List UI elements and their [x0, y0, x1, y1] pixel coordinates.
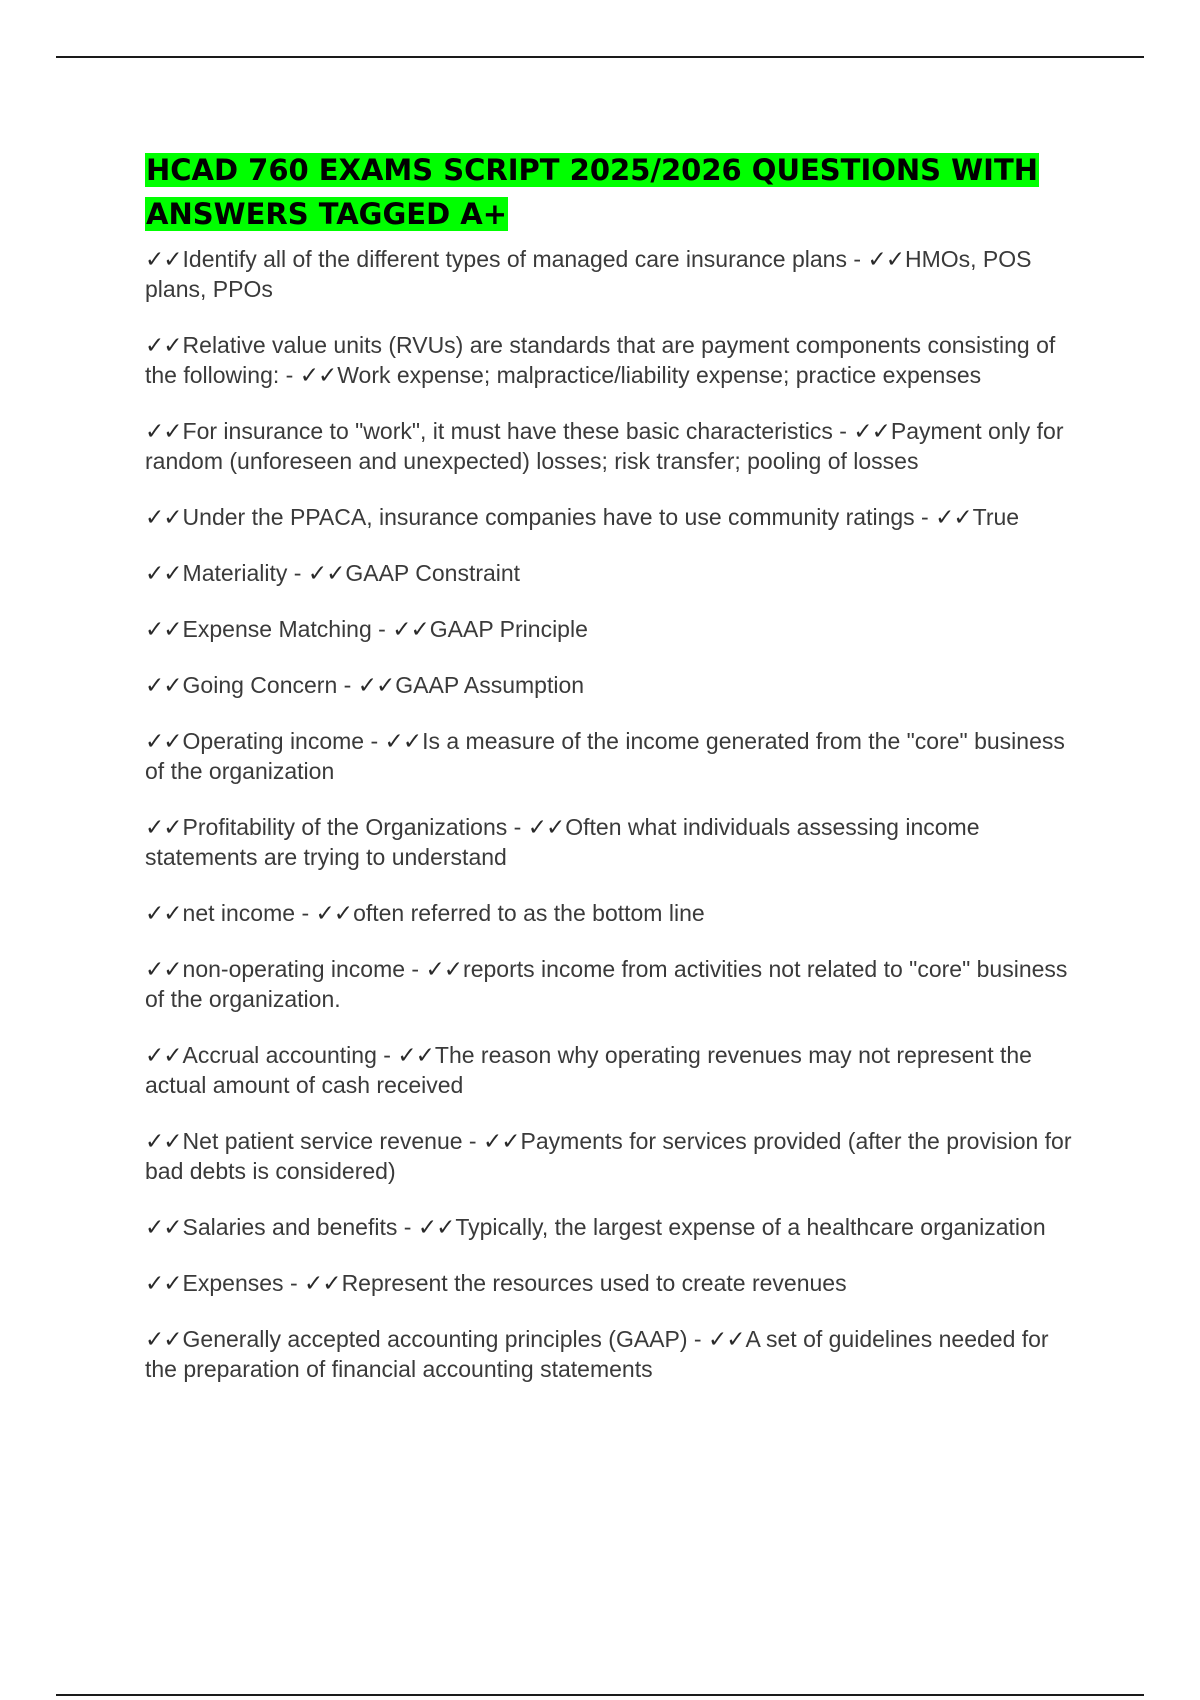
- check-icon: ✓✓: [307, 560, 345, 586]
- qa-separator: -: [287, 560, 308, 586]
- check-icon: ✓✓: [315, 900, 353, 926]
- title-highlight: HCAD 760 EXAMS SCRIPT 2025/2026 QUESTIONS WITH ANSWERS TAGGED A+: [146, 153, 1038, 231]
- qa-separator: -: [405, 956, 426, 982]
- question-text: Expense Matching: [182, 616, 372, 642]
- qa-item: [145, 558, 1085, 588]
- qa-list: [145, 244, 1085, 1384]
- check-icon: ✓✓: [145, 332, 182, 358]
- check-icon: ✓✓: [867, 246, 904, 272]
- question-text: Materiality: [182, 560, 288, 586]
- qa-item: [145, 330, 1085, 390]
- check-icon: ✓✓: [357, 672, 395, 698]
- question-text: Generally accepted accounting principles (GAAP): [182, 1326, 688, 1352]
- question-text: Salaries and benefits: [182, 1214, 398, 1240]
- answer-text: Often what individuals assessing income statements are trying to understand: [145, 814, 980, 870]
- bottom-divider: [56, 1694, 1144, 1696]
- top-divider: [56, 56, 1144, 58]
- check-icon: ✓✓: [145, 900, 182, 926]
- question-text: Accrual accounting: [182, 1042, 377, 1068]
- check-icon: ✓✓: [145, 1042, 182, 1068]
- qa-item: [145, 244, 1085, 304]
- qa-item: [145, 1324, 1085, 1384]
- answer-text: GAAP Assumption: [395, 672, 585, 698]
- qa-item: [145, 502, 1085, 532]
- check-icon: ✓✓: [707, 1326, 745, 1352]
- answer-text: Payment only for random (unforeseen and unexpected) losses; risk transfer; pooling of losses: [145, 418, 1064, 474]
- qa-separator: -: [376, 1042, 398, 1068]
- answer-text: Work expense; malpractice/liability expense; practice expenses: [337, 362, 982, 388]
- answer-text: A set of guidelines needed for the preparation of financial accounting statements: [145, 1326, 1049, 1382]
- question-text: net income: [182, 900, 296, 926]
- qa-separator: -: [832, 418, 854, 444]
- qa-separator: -: [914, 504, 936, 530]
- check-icon: ✓✓: [527, 814, 565, 840]
- qa-separator: -: [846, 246, 868, 272]
- qa-item: [145, 614, 1085, 644]
- qa-separator: -: [279, 362, 300, 388]
- answer-text: GAAP Constraint: [345, 560, 521, 586]
- answer-text: Is a measure of the income generated from the "core" business of the organization: [145, 728, 1065, 784]
- qa-item: [145, 670, 1085, 700]
- check-icon: ✓✓: [145, 1326, 182, 1352]
- qa-item: [145, 1268, 1085, 1298]
- check-icon: ✓✓: [145, 246, 182, 272]
- question-text: For insurance to "work", it must have these basic characteristics: [182, 418, 833, 444]
- check-icon: ✓✓: [145, 616, 182, 642]
- qa-separator: -: [397, 1214, 418, 1240]
- answer-text: reports income from activities not related to "core" business of the organization.: [145, 956, 1068, 1012]
- answer-text: GAAP Principle: [429, 616, 588, 642]
- check-icon: ✓✓: [384, 728, 422, 754]
- answer-text: Typically, the largest expense of a healthcare organization: [455, 1214, 1046, 1240]
- qa-item: [145, 1040, 1085, 1100]
- qa-item: [145, 898, 1085, 928]
- answer-text: often referred to as the bottom line: [353, 900, 705, 926]
- check-icon: ✓✓: [145, 504, 182, 530]
- question-text: Operating income: [182, 728, 365, 754]
- qa-separator: -: [283, 1270, 305, 1296]
- check-icon: ✓✓: [299, 362, 337, 388]
- question-text: Profitability of the Organizations: [182, 814, 508, 840]
- answer-text: HMOs, POS plans, PPOs: [145, 246, 1032, 302]
- check-icon: ✓✓: [425, 956, 463, 982]
- answer-text: Represent the resources used to create revenues: [341, 1270, 847, 1296]
- check-icon: ✓✓: [304, 1270, 341, 1296]
- qa-item: [145, 1212, 1085, 1242]
- question-text: Relative value units (RVUs) are standards that are payment components consisting of the following:: [145, 332, 1056, 388]
- qa-separator: -: [337, 672, 358, 698]
- qa-item: [145, 416, 1085, 476]
- question-text: Under the PPACA, insurance companies have to use community ratings: [182, 504, 915, 530]
- qa-separator: -: [295, 900, 316, 926]
- check-icon: ✓✓: [392, 616, 429, 642]
- check-icon: ✓✓: [145, 728, 182, 754]
- check-icon: ✓✓: [145, 814, 182, 840]
- qa-separator: -: [687, 1326, 708, 1352]
- check-icon: ✓✓: [145, 1214, 182, 1240]
- check-icon: ✓✓: [397, 1042, 434, 1068]
- check-icon: ✓✓: [417, 1214, 455, 1240]
- qa-item: [145, 726, 1085, 786]
- check-icon: ✓✓: [145, 418, 182, 444]
- check-icon: ✓✓: [145, 560, 182, 586]
- answer-text: True: [972, 504, 1020, 530]
- qa-separator: -: [371, 616, 393, 642]
- question-text: non-operating income: [182, 956, 406, 982]
- check-icon: ✓✓: [483, 1128, 520, 1154]
- check-icon: ✓✓: [145, 956, 182, 982]
- question-text: Expenses: [182, 1270, 284, 1296]
- answer-text: The reason why operating revenues may not represent the actual amount of cash received: [145, 1042, 1032, 1098]
- check-icon: ✓✓: [145, 1270, 182, 1296]
- check-icon: ✓✓: [145, 1128, 182, 1154]
- qa-item: [145, 812, 1085, 872]
- document-title: [145, 148, 1085, 236]
- question-text: Net patient service revenue: [182, 1128, 463, 1154]
- question-text: Identify all of the different types of managed care insurance plans: [182, 246, 847, 272]
- qa-separator: -: [507, 814, 528, 840]
- check-icon: ✓✓: [935, 504, 972, 530]
- qa-separator: -: [364, 728, 385, 754]
- check-icon: ✓✓: [853, 418, 890, 444]
- qa-item: [145, 1126, 1085, 1186]
- qa-separator: -: [462, 1128, 483, 1154]
- document-body: [145, 148, 1085, 1410]
- answer-text: Payments for services provided (after the provision for bad debts is considered): [145, 1128, 1072, 1184]
- qa-item: [145, 954, 1085, 1014]
- check-icon: ✓✓: [145, 672, 182, 698]
- question-text: Going Concern: [182, 672, 338, 698]
